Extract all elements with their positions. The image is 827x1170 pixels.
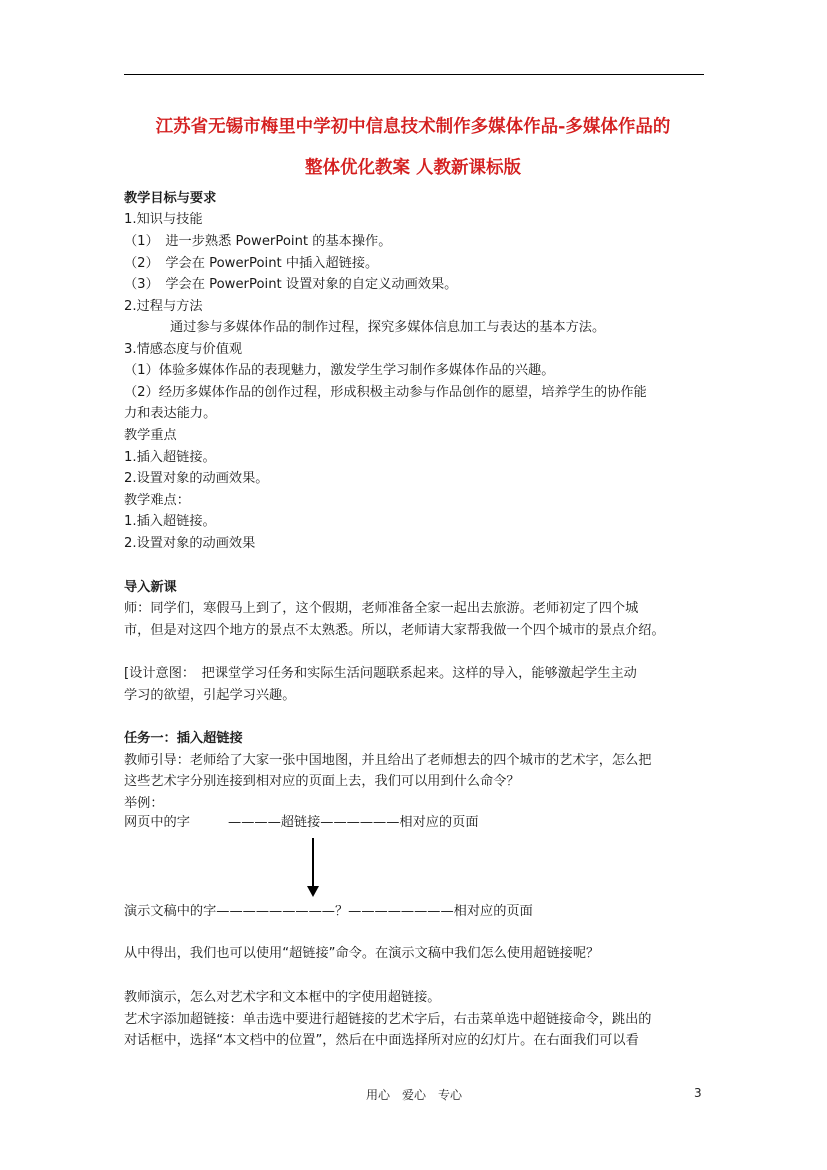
text-line: （2）经历多媒体作品的创作过程，形成积极主动参与作品创作的愿望，培养学生的协作能 xyxy=(124,385,647,400)
text-line: 从中得出，我们也可以使用“超链接”命令。在演示文稿中我们怎么使用超链接呢？ xyxy=(124,946,600,961)
text-line: 1.插入超链接。 xyxy=(124,514,216,529)
section-heading-goals: 教学目标与要求 xyxy=(124,191,217,206)
text-line: 1.插入超链接。 xyxy=(124,450,216,465)
page-title-continued: 整体优化教案 人教新课标版 xyxy=(304,158,522,178)
flow-source-label: 网页中的字 xyxy=(124,815,190,830)
text-line: 2.设置对象的动画效果。 xyxy=(124,471,269,486)
text-line: 举例： xyxy=(124,796,164,811)
text-line: 1.知识与技能 xyxy=(124,212,203,227)
text-line: 学习的欲望，引起学习兴趣。 xyxy=(124,688,296,703)
text-line: 这些艺术字分别连接到相对应的页面上去，我们可以用到什么命令？ xyxy=(124,774,520,789)
text-line: 教学难点： xyxy=(124,493,190,508)
text-line: 艺术字添加超链接：单击选中要进行超链接的艺术字后，右击菜单选中超链接命令，跳出的 xyxy=(124,1012,652,1027)
page-number: 3 xyxy=(694,1086,702,1100)
text-line: [设计意图： 把课堂学习任务和实际生活问题联系起来。这样的导入，能够激起学生主动 xyxy=(124,666,637,681)
section-heading-task1: 任务一：插入超链接 xyxy=(124,731,243,746)
text-line: 力和表达能力。 xyxy=(124,406,217,421)
text-line: （3） 学会在 PowerPoint 设置对象的自定义动画效果。 xyxy=(124,277,458,292)
flow-arrow-head xyxy=(307,886,319,897)
text-line: （1） 进一步熟悉 PowerPoint 的基本操作。 xyxy=(124,234,392,249)
flow-hyperlink-row: ————超链接——————相对应的页面 xyxy=(228,815,479,830)
text-line: 教学重点 xyxy=(124,428,177,443)
text-line: 师：同学们，寒假马上到了，这个假期，老师准备全家一起出去旅游。老师初定了四个城 xyxy=(124,601,639,616)
text-line: 2.设置对象的动画效果 xyxy=(124,536,256,551)
flow-slide-row: 演示文稿中的字—————————？————————相对应的页面 xyxy=(124,904,533,919)
text-line: 教师引导：老师给了大家一张中国地图，并且给出了老师想去的四个城市的艺术字，怎么把 xyxy=(124,753,652,768)
text-line: 对话框中，选择“本文档中的位置”，然后在中面选择所对应的幻灯片。在右面我们可以看 xyxy=(124,1033,639,1048)
header-rule xyxy=(124,74,704,75)
section-heading-intro: 导入新课 xyxy=(124,580,177,595)
text-line: 3.情感态度与价值观 xyxy=(124,342,243,357)
text-line: 通过参与多媒体作品的制作过程，探究多媒体信息加工与表达的基本方法。 xyxy=(170,320,606,335)
footer-motto: 用心 爱心 专心 xyxy=(366,1088,463,1102)
flow-arrow-line xyxy=(312,838,314,888)
text-line: 2.过程与方法 xyxy=(124,299,203,314)
page-title: 江苏省无锡市梅里中学初中信息技术制作多媒体作品-多媒体作品的 xyxy=(155,117,671,137)
text-line: （1）体验多媒体作品的表现魅力，激发学生学习制作多媒体作品的兴趣。 xyxy=(124,363,555,378)
text-line: 市，但是对这四个地方的景点不太熟悉。所以，老师请大家帮我做一个四个城市的景点介绍。 xyxy=(124,623,665,638)
text-line: （2） 学会在 PowerPoint 中插入超链接。 xyxy=(124,256,379,271)
text-line: 教师演示，怎么对艺术字和文本框中的字使用超链接。 xyxy=(124,990,441,1005)
